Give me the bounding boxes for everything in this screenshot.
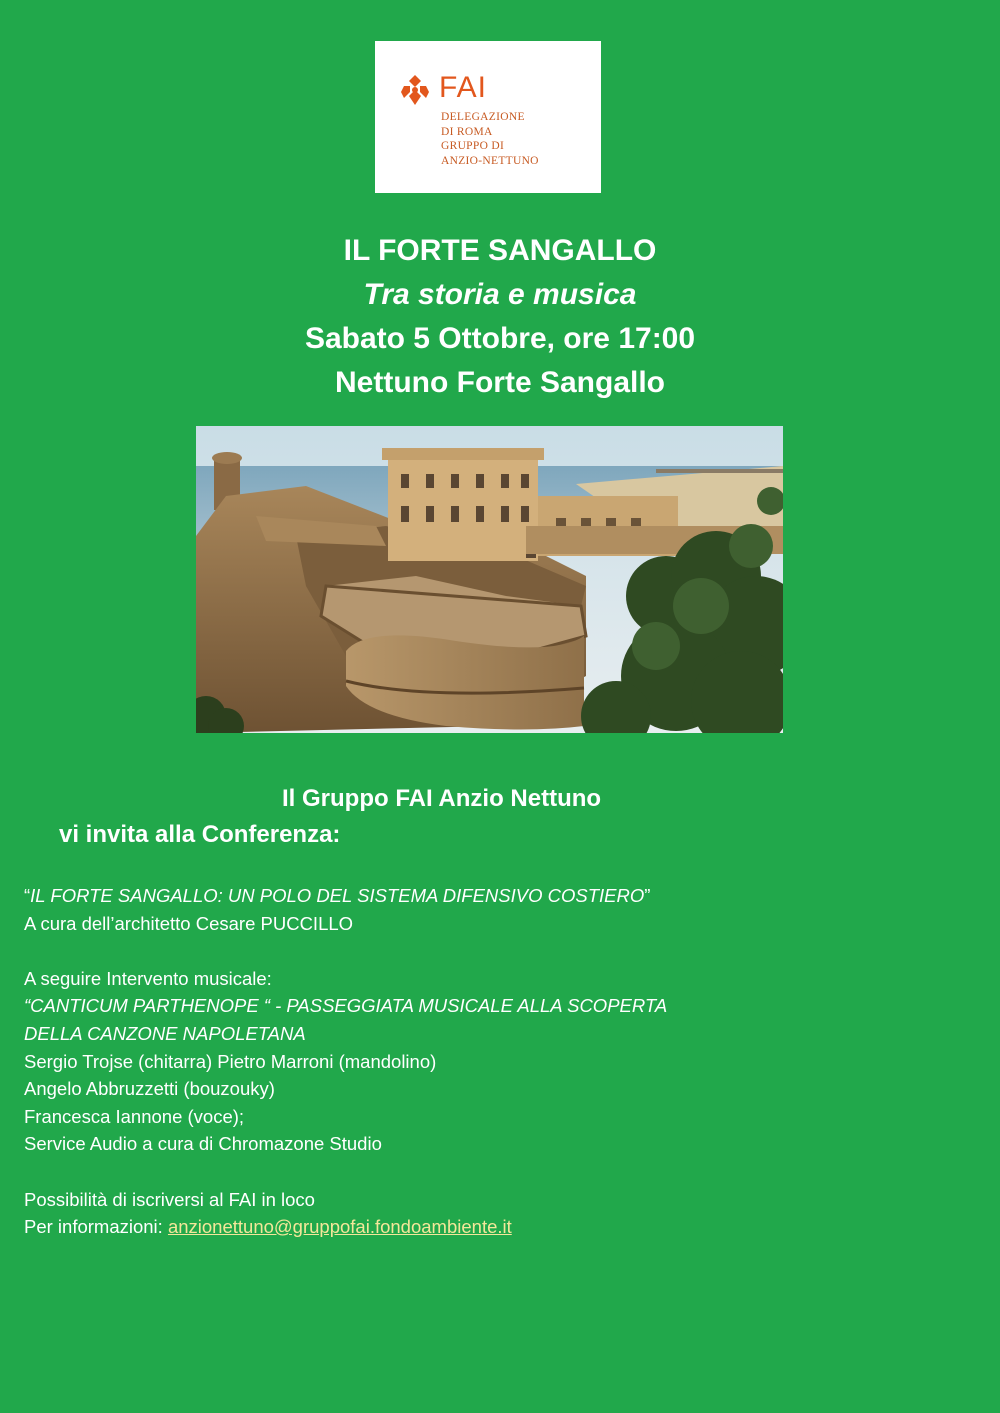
event-title: IL FORTE SANGALLO xyxy=(343,234,657,267)
conference-title-text: IL FORTE SANGALLO: UN POLO DEL SISTEMA DIFENSIVO COSTIERO xyxy=(30,885,645,906)
event-details xyxy=(24,882,667,1241)
fai-logo-icon xyxy=(399,74,431,106)
logo-line: DELEGAZIONE xyxy=(441,111,525,123)
performer-line: Francesca Iannone (voce); xyxy=(24,1105,245,1127)
quote-close: ” xyxy=(644,885,651,906)
performer-line: Service Audio a cura di Chromazone Studio xyxy=(24,1133,382,1155)
info-line xyxy=(24,1213,667,1241)
fai-logo xyxy=(375,41,601,193)
email-link[interactable]: anzionettuno@gruppofai.fondoambiente.it xyxy=(167,1216,512,1238)
performer-line: Angelo Abbruzzetti (bouzouky) xyxy=(24,1078,275,1100)
performer-line: Sergio Trojse (chitarra) Pietro Marroni (mandolino) xyxy=(24,1050,437,1072)
conference-title xyxy=(24,882,667,910)
invite-conference: vi invita alla Conferenza: xyxy=(59,821,341,848)
fortress-photo xyxy=(196,426,783,733)
logo-brand: FAI xyxy=(439,71,488,104)
event-date: Sabato 5 Ottobre, ore 17:00 xyxy=(304,322,696,355)
logo-line: ANZIO-NETTUNO xyxy=(441,154,539,167)
info-label: Per informazioni: xyxy=(24,1216,168,1238)
logo-subtitle xyxy=(441,110,539,168)
music-intro: A seguire Intervento musicale: xyxy=(24,967,272,989)
music-title-line2: DELLA CANZONE NAPOLETANA xyxy=(24,1022,306,1044)
spacer xyxy=(24,937,667,965)
event-subtitle: Tra storia e musica xyxy=(363,278,637,311)
conference-curator: A cura dell’architetto Cesare PUCCILLO xyxy=(24,912,354,934)
logo-line: GRUPPO DI xyxy=(441,140,505,152)
music-title-line1: “CANTICUM PARTHENOPE “ - PASSEGGIATA MUSICALE ALLA SCOPERTA xyxy=(24,995,668,1017)
invite-group: Il Gruppo FAI Anzio Nettuno xyxy=(282,785,602,812)
logo-line: DI ROMA xyxy=(441,125,493,138)
membership-note: Possibilità di iscriversi al FAI in loco xyxy=(24,1188,315,1210)
event-location: Nettuno Forte Sangallo xyxy=(335,366,665,399)
quote-open: “ xyxy=(24,885,31,906)
spacer xyxy=(24,1158,667,1186)
